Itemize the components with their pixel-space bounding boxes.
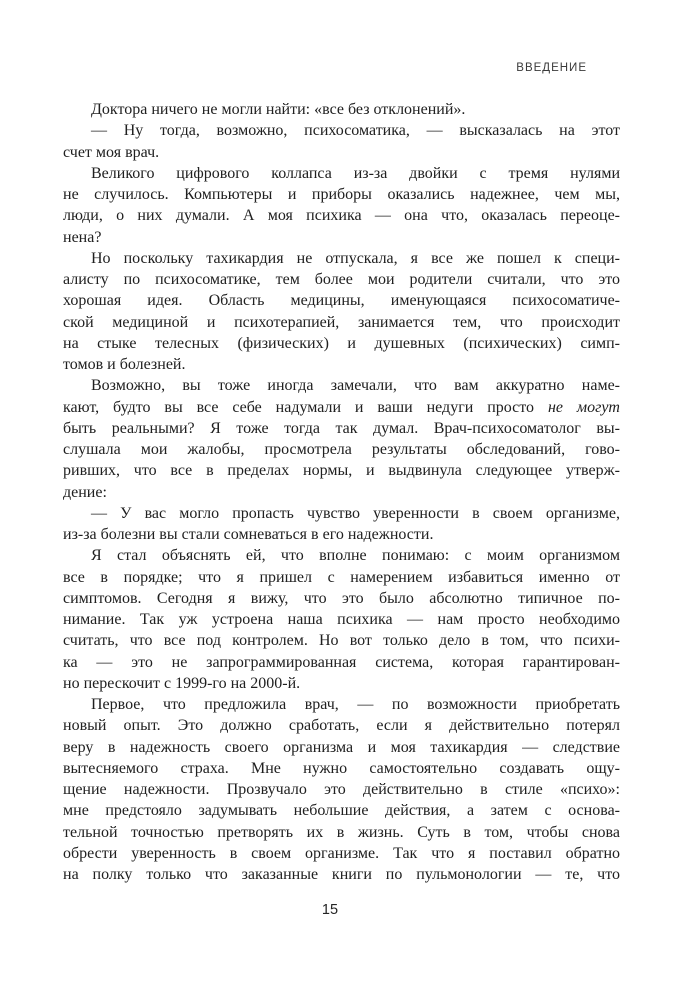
text-line — [63, 503, 620, 524]
text-segment: алисту по психосоматике, тем более мои родители считали, что это — [63, 271, 620, 288]
text-line — [63, 354, 620, 375]
text-line — [63, 248, 620, 269]
text-segment: веру в надежность своего организма и моя тахикардия — следствие — [63, 738, 620, 756]
text-block — [63, 99, 620, 885]
paragraph — [63, 163, 620, 248]
text-segment: обрести уверенность в своем организме. Так что я поставил обратно — [63, 844, 620, 862]
paragraph — [63, 375, 620, 503]
text-line — [63, 184, 620, 205]
text-segment: все в порядке; что я пришел с намерением избавиться именно от — [63, 568, 620, 586]
text-line — [63, 142, 620, 163]
text-line — [63, 163, 620, 184]
text-line — [63, 822, 620, 843]
text-line — [63, 524, 620, 545]
text-segment: ка — это не запрограммированная система, которая гарантирован- — [63, 653, 620, 671]
text-segment: не случилось. Компьютеры и приборы оказались надежнее, чем мы, — [63, 186, 620, 203]
text-line — [63, 800, 620, 821]
text-line — [63, 652, 620, 673]
text-segment: симптомов. Сегодня я вижу, что это было абсолютно типичное по- — [63, 589, 620, 607]
text-line — [63, 567, 620, 588]
text-segment: — У вас могло пропасть чувство уверенности в своем организме, — [91, 504, 620, 522]
text-segment: нимание. Так уж устроена наша психика — нам просто необходимо — [63, 611, 620, 628]
text-segment: кают, будто вы все себе надумали и ваши недуги просто — [63, 398, 548, 416]
text-line — [63, 375, 620, 396]
text-line — [63, 290, 620, 311]
text-line — [63, 779, 620, 800]
text-segment: счет моя врач. — [63, 143, 160, 161]
text-segment: хорошая идея. Область медицины, именующаяся психосоматиче- — [63, 292, 620, 310]
paragraph — [63, 248, 620, 376]
text-segment: считать, что все под контролем. Но вот только дело в том, что психи- — [63, 632, 620, 650]
text-segment: ривших, что все в пределах нормы, и выдвинула следующее утверж- — [63, 462, 620, 480]
text-line — [63, 758, 620, 779]
text-segment: ской медициной и психотерапией, занимается тем, что происходит — [63, 313, 620, 331]
text-line — [63, 99, 620, 120]
text-line — [63, 397, 620, 418]
text-line — [63, 609, 620, 630]
text-segment: томов и болезней. — [63, 356, 186, 373]
text-line — [63, 439, 620, 460]
text-segment: Возможно, вы тоже иногда замечали, что вам аккуратно наме- — [91, 377, 620, 395]
text-segment: на стыке телесных (физических) и душевных (психических) симп- — [63, 334, 620, 352]
text-segment: Я стал объяснять ей, что вполне понимаю: с моим организмом — [91, 547, 620, 565]
text-segment: из-за болезни вы стали сомневаться в его надежности. — [63, 526, 434, 543]
paragraph — [63, 120, 620, 163]
text-segment: щение надежности. Прозвучало это действительно в стиле «психо»: — [63, 781, 620, 798]
text-line — [63, 545, 620, 566]
italic-text-segment: не могут — [547, 398, 620, 416]
text-segment: нена? — [63, 228, 102, 246]
text-line — [63, 269, 620, 290]
text-segment: слушала мои жалобы, просмотрела результаты обследований, гово- — [63, 441, 620, 458]
text-line — [63, 843, 620, 864]
running-head: ВВЕДЕНИЕ — [516, 62, 587, 74]
paragraph — [63, 503, 620, 546]
text-segment: Первое, что предложила врач, — по возможности приобретать — [91, 696, 620, 713]
text-segment: тельной точностью претворять их в жизнь. Суть в том, чтобы снова — [63, 823, 620, 841]
text-line — [63, 482, 620, 503]
paragraph — [63, 694, 620, 885]
text-segment: Но поскольку тахикардия не отпускала, я все же пошел к специ- — [91, 249, 620, 267]
text-line — [63, 737, 620, 758]
text-line — [63, 312, 620, 333]
page-number: 15 — [321, 902, 339, 918]
text-segment: люди, о них думали. А моя психика — она что, оказалась переоце- — [63, 207, 620, 225]
paragraph — [63, 545, 620, 694]
text-segment: на полку только что заказанные книги по пульмонологии — те, что — [63, 866, 620, 883]
text-line — [63, 673, 620, 694]
text-line — [63, 715, 620, 736]
text-line — [63, 333, 620, 354]
text-segment: — Ну тогда, возможно, психосоматика, — высказалась на этот — [91, 122, 620, 140]
text-segment: но перескочит с 1999-го на 2000-й. — [63, 674, 301, 692]
text-segment: вытесняемого страха. Мне нужно самостоятельно создавать ощу- — [63, 759, 620, 777]
text-line — [63, 694, 620, 715]
text-segment: быть реальными? Я тоже тогда так думал. Врач-психосоматолог вы- — [63, 419, 620, 437]
text-line — [63, 418, 620, 439]
text-segment: мне предстояло задумывать небольшие действия, а затем с основа- — [63, 802, 620, 820]
text-line — [63, 630, 620, 651]
text-segment: Великого цифрового коллапса из-за двойки с тремя нулями — [91, 164, 620, 182]
text-line — [63, 227, 620, 248]
text-segment: Доктора ничего не могли найти: «все без отклонений». — [91, 101, 466, 118]
text-line — [63, 588, 620, 609]
text-line — [63, 864, 620, 885]
text-line — [63, 460, 620, 481]
text-segment: дение: — [63, 483, 107, 501]
paragraph — [63, 99, 620, 120]
text-segment: новый опыт. Это должно сработать, если я действительно потерял — [63, 717, 620, 735]
text-line — [63, 120, 620, 141]
text-line — [63, 205, 620, 226]
